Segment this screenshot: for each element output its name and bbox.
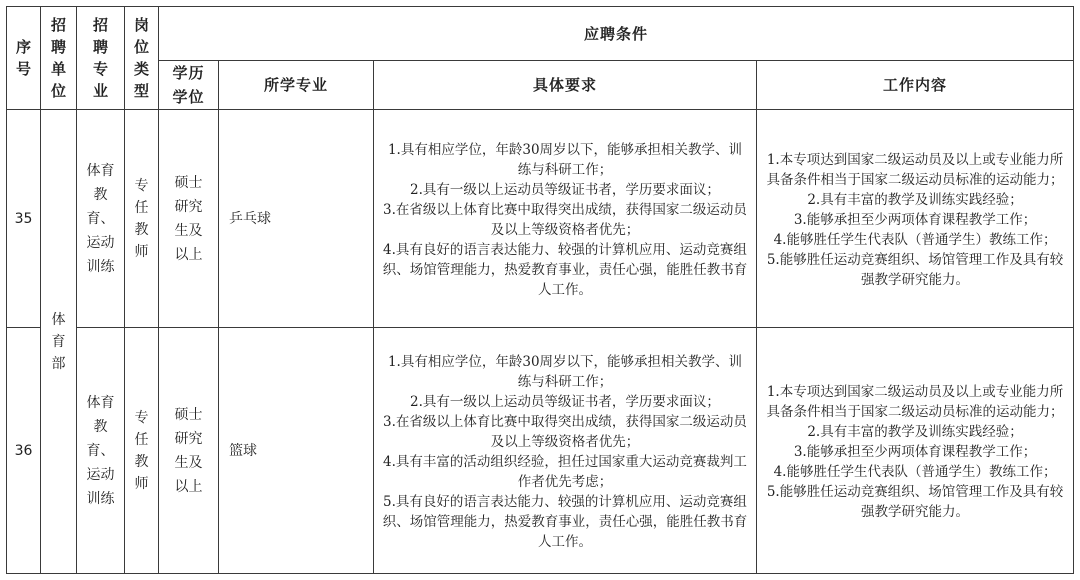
row-major-recruit: 体育教育、运动训练	[77, 110, 125, 328]
requirement-item: 1.具有相应学位，年龄30周岁以下，能够承担相关教学、训练与科研工作；	[387, 353, 743, 390]
requirement-item: 4.具有良好的语言表达能力、较强的计算机应用、运动竞赛组织、场馆管理能力，热爱教育事业，责任心强，能胜任教书育人工作。	[382, 241, 748, 298]
row-requirements	[374, 110, 757, 328]
requirement-item: 1.具有相应学位，年龄30周岁以下，能够承担相关教学、训练与科研工作；	[387, 141, 743, 178]
row-work	[757, 328, 1074, 574]
work-item: 3.能够承担至少两项体育课程教学工作；	[793, 443, 1037, 460]
header-requirements: 具体要求	[374, 61, 757, 110]
requirement-item: 3.在省级以上体育比赛中取得突出成绩，获得国家二级运动员及以上等级资格者优先；	[383, 201, 747, 238]
row-requirements	[374, 328, 757, 574]
row-work	[757, 110, 1074, 328]
work-item: 5.能够胜任运动竞赛组织、场馆管理工作及具有较强教学研究能力。	[766, 483, 1064, 520]
row-studied-major: 篮球	[219, 328, 374, 574]
header-major-recruit: 招聘专业	[77, 7, 125, 110]
row-major-recruit: 体育教育、运动训练	[77, 328, 125, 574]
table-row	[7, 110, 1074, 328]
unit-cell: 体育部	[41, 110, 77, 574]
requirement-item: 2.具有一级以上运动员等级证书者，学历要求面议；	[410, 181, 720, 198]
work-item: 4.能够胜任学生代表队（普通学生）教练工作；	[773, 231, 1057, 248]
row-post-type: 专任教师	[125, 110, 159, 328]
row-seq: 35	[7, 110, 41, 328]
row-degree: 硕士研究生及以上	[159, 110, 219, 328]
recruitment-table	[6, 6, 1074, 574]
header-unit: 招聘单位	[41, 7, 77, 110]
work-item: 4.能够胜任学生代表队（普通学生）教练工作；	[773, 463, 1057, 480]
header-conditions: 应聘条件	[159, 7, 1074, 61]
row-studied-major: 乒乓球	[219, 110, 374, 328]
header-seq: 序号	[7, 7, 41, 110]
row-degree: 硕士研究生及以上	[159, 328, 219, 574]
header-degree: 学历学位	[159, 61, 219, 110]
requirement-item: 2.具有一级以上运动员等级证书者，学历要求面议；	[410, 393, 720, 410]
work-item: 1.本专项达到国家二级运动员及以上或专业能力所具备条件相当于国家二级运动员标准的运动能力；	[766, 383, 1064, 420]
work-item: 1.本专项达到国家二级运动员及以上或专业能力所具备条件相当于国家二级运动员标准的运动能力；	[766, 151, 1064, 188]
table-row	[7, 328, 1074, 574]
header-studied-major: 所学专业	[219, 61, 374, 110]
header-post-type: 岗位类型	[125, 7, 159, 110]
header-work: 工作内容	[757, 61, 1074, 110]
row-seq: 36	[7, 328, 41, 574]
requirement-item: 4.具有丰富的活动组织经验，担任过国家重大运动竞赛裁判工作者优先考虑；	[383, 453, 747, 490]
work-item: 5.能够胜任运动竞赛组织、场馆管理工作及具有较强教学研究能力。	[766, 251, 1064, 288]
work-item: 3.能够承担至少两项体育课程教学工作；	[793, 211, 1037, 228]
requirement-item: 5.具有良好的语言表达能力、较强的计算机应用、运动竞赛组织、场馆管理能力，热爱教育事业，责任心强，能胜任教书育人工作。	[382, 493, 748, 550]
work-item: 2.具有丰富的教学及训练实践经验；	[807, 191, 1023, 208]
requirement-item: 3.在省级以上体育比赛中取得突出成绩，获得国家二级运动员及以上等级资格者优先；	[383, 413, 747, 450]
work-item: 2.具有丰富的教学及训练实践经验；	[807, 423, 1023, 440]
row-post-type: 专任教师	[125, 328, 159, 574]
